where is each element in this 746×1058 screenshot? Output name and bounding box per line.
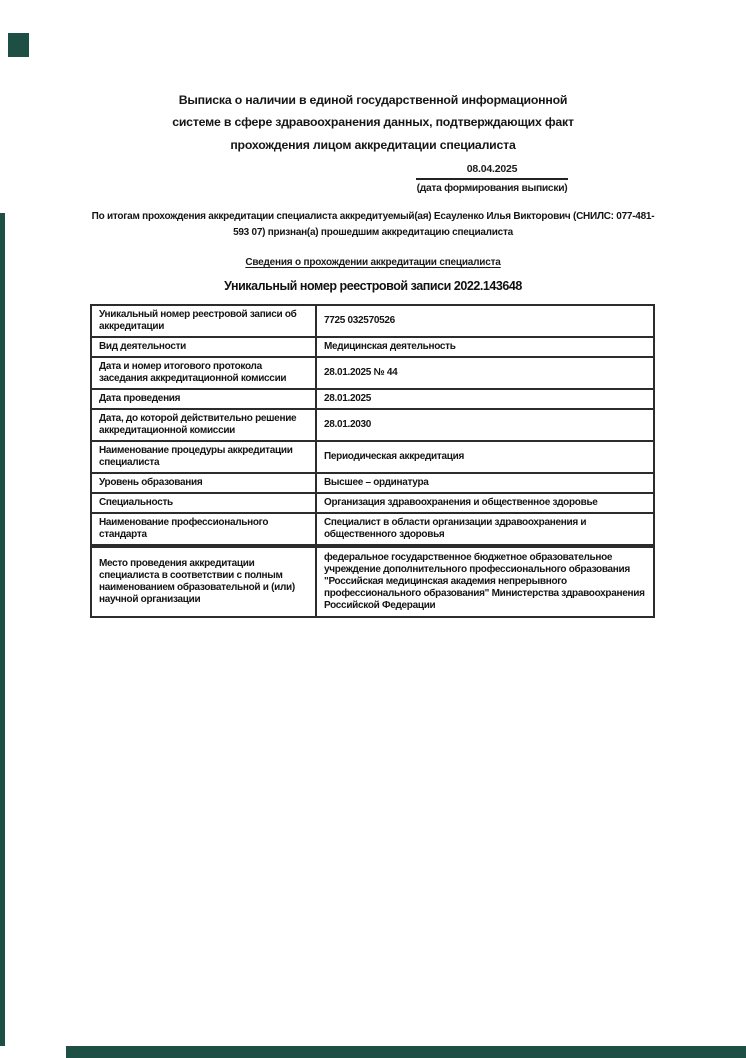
table-row: [91, 546, 654, 617]
table-row: [91, 389, 654, 409]
issue-date-caption: (дата формирования выписки): [416, 183, 568, 195]
intro-paragraph: [0, 209, 746, 241]
row-value-cell: Высшее – ординатура: [316, 473, 654, 493]
document-title: [0, 0, 746, 156]
row-label-cell: Уникальный номер реестровой записи об аккредитации: [91, 305, 316, 337]
viewer-bottom-edge-bar: [66, 1046, 746, 1058]
row-value-cell: 7725 032570526: [316, 305, 654, 337]
accreditation-table: [90, 304, 655, 618]
row-label-cell: Вид деятельности: [91, 337, 316, 357]
table-row: [91, 473, 654, 493]
table-row: [91, 513, 654, 546]
section-heading: Сведения о прохождении аккредитации специалиста: [245, 257, 501, 269]
row-label-cell: Дата и номер итогового протокола заседания аккредитационной комиссии: [91, 357, 316, 389]
document-title-line: прохождения лицом аккредитации специалиста: [230, 137, 516, 152]
document-title-line: системе в сфере здравоохранения данных, подтверждающих факт: [172, 115, 574, 130]
row-label-cell: Уровень образования: [91, 473, 316, 493]
table-row: [91, 441, 654, 473]
registry-number-heading: Уникальный номер реестровой записи 2022.143648: [224, 279, 522, 294]
intro-paragraph-line: По итогам прохождения аккредитации специалиста аккредитуемый(ая) Есауленко Илья Викторович (СНИЛС: 077-481-: [91, 211, 655, 223]
table-row: [91, 357, 654, 389]
viewer-left-edge-bar: [0, 213, 5, 1046]
row-label-cell: Дата, до которой действительно решение аккредитационной комиссии: [91, 409, 316, 441]
row-value-cell: Специалист в области организации здравоохранения и общественного здоровья: [316, 513, 654, 546]
intro-paragraph-line: 593 07) признан(а) прошедшим аккредитацию специалиста: [233, 227, 513, 239]
row-label-cell: Место проведения аккредитации специалиста в соответствии с полным наименованием образовательной и (или) научной организации: [91, 546, 316, 617]
table-row: [91, 305, 654, 337]
row-value-cell: 28.01.2030: [316, 409, 654, 441]
row-value-cell: Медицинская деятельность: [316, 337, 654, 357]
row-label-cell: Наименование процедуры аккредитации специалиста: [91, 441, 316, 473]
row-value-cell: Организация здравоохранения и общественное здоровье: [316, 493, 654, 513]
table-row: [91, 409, 654, 441]
row-value-cell: Периодическая аккредитация: [316, 441, 654, 473]
viewer-corner-mark: [8, 33, 29, 57]
row-label-cell: Наименование профессионального стандарта: [91, 513, 316, 546]
document-title-line: Выписка о наличии в единой государственной информационной: [178, 93, 568, 107]
issue-date: 08.04.2025: [416, 163, 568, 180]
row-value-cell: 28.01.2025: [316, 389, 654, 409]
table-row: [91, 493, 654, 513]
row-label-cell: Дата проведения: [91, 389, 316, 409]
issue-date-block: [416, 163, 568, 195]
table-row: [91, 337, 654, 357]
row-value-cell: 28.01.2025 № 44: [316, 357, 654, 389]
row-value-cell: федеральное государственное бюджетное образовательное учреждение дополнительного профессионального образования "Российская медицинская академия непрерывного профессионального образования" Министерства здравоохранения Российской Федерации: [316, 546, 654, 617]
row-label-cell: Специальность: [91, 493, 316, 513]
